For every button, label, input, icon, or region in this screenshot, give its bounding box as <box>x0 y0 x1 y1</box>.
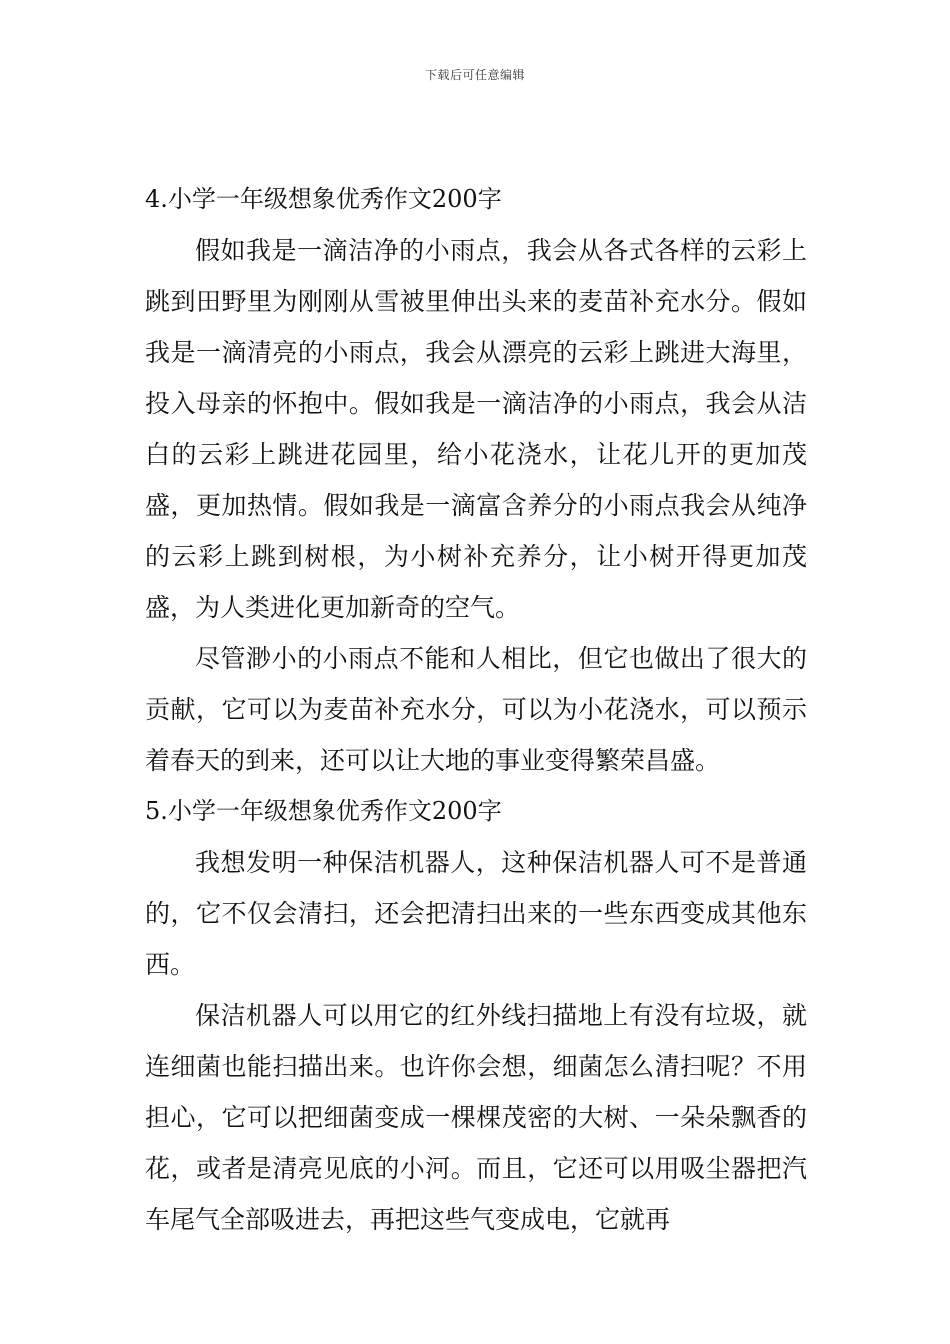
section-5 <box>145 786 807 1245</box>
paragraph: 尽管渺小的小雨点不能和人相比，但它也做出了很大的贡献，它可以为麦苗补充水分，可以为小花浇水，可以预示着春天的到来，还可以让大地的事业变得繁荣昌盛。 <box>145 644 807 775</box>
page-header-note: 下载后可任意编辑 <box>424 68 525 82</box>
paragraph: 我想发明一种保洁机器人，这种保洁机器人可不是普通的，它不仅会清扫，还会把清扫出来的一些东西变成其他东西。 <box>145 848 807 979</box>
section-heading: 4.小学一年级想象优秀作文200字 <box>145 185 502 213</box>
section-4 <box>145 174 807 786</box>
paragraph: 保洁机器人可以用它的红外线扫描地上有没有垃圾，就连细菌也能扫描出来。也许你会想，细菌怎么清扫呢？不用担心，它可以把细菌变成一棵棵茂密的大树、一朵朵飘香的花，或者是清亮见底的小河。而且，它还可以用吸尘器把汽车尾气全部吸进去，再把这些气变成电，它就再 <box>145 1001 807 1234</box>
section-heading: 5.小学一年级想象优秀作文200字 <box>145 797 502 825</box>
document-body <box>145 174 807 1245</box>
paragraph: 假如我是一滴洁净的小雨点，我会从各式各样的云彩上跳到田野里为刚刚从雪被里伸出头来的麦苗补充水分。假如我是一滴清亮的小雨点，我会从漂亮的云彩上跳进大海里，投入母亲的怀抱中。假如我是一滴洁净的小雨点，我会从洁白的云彩上跳进花园里，给小花浇水，让花儿开的更加茂盛，更加热情。假如我是一滴富含养分的小雨点我会从纯净的云彩上跳到树根，为小树补充养分，让小树开得更加茂盛，为人类进化更加新奇的空气。 <box>145 236 807 622</box>
